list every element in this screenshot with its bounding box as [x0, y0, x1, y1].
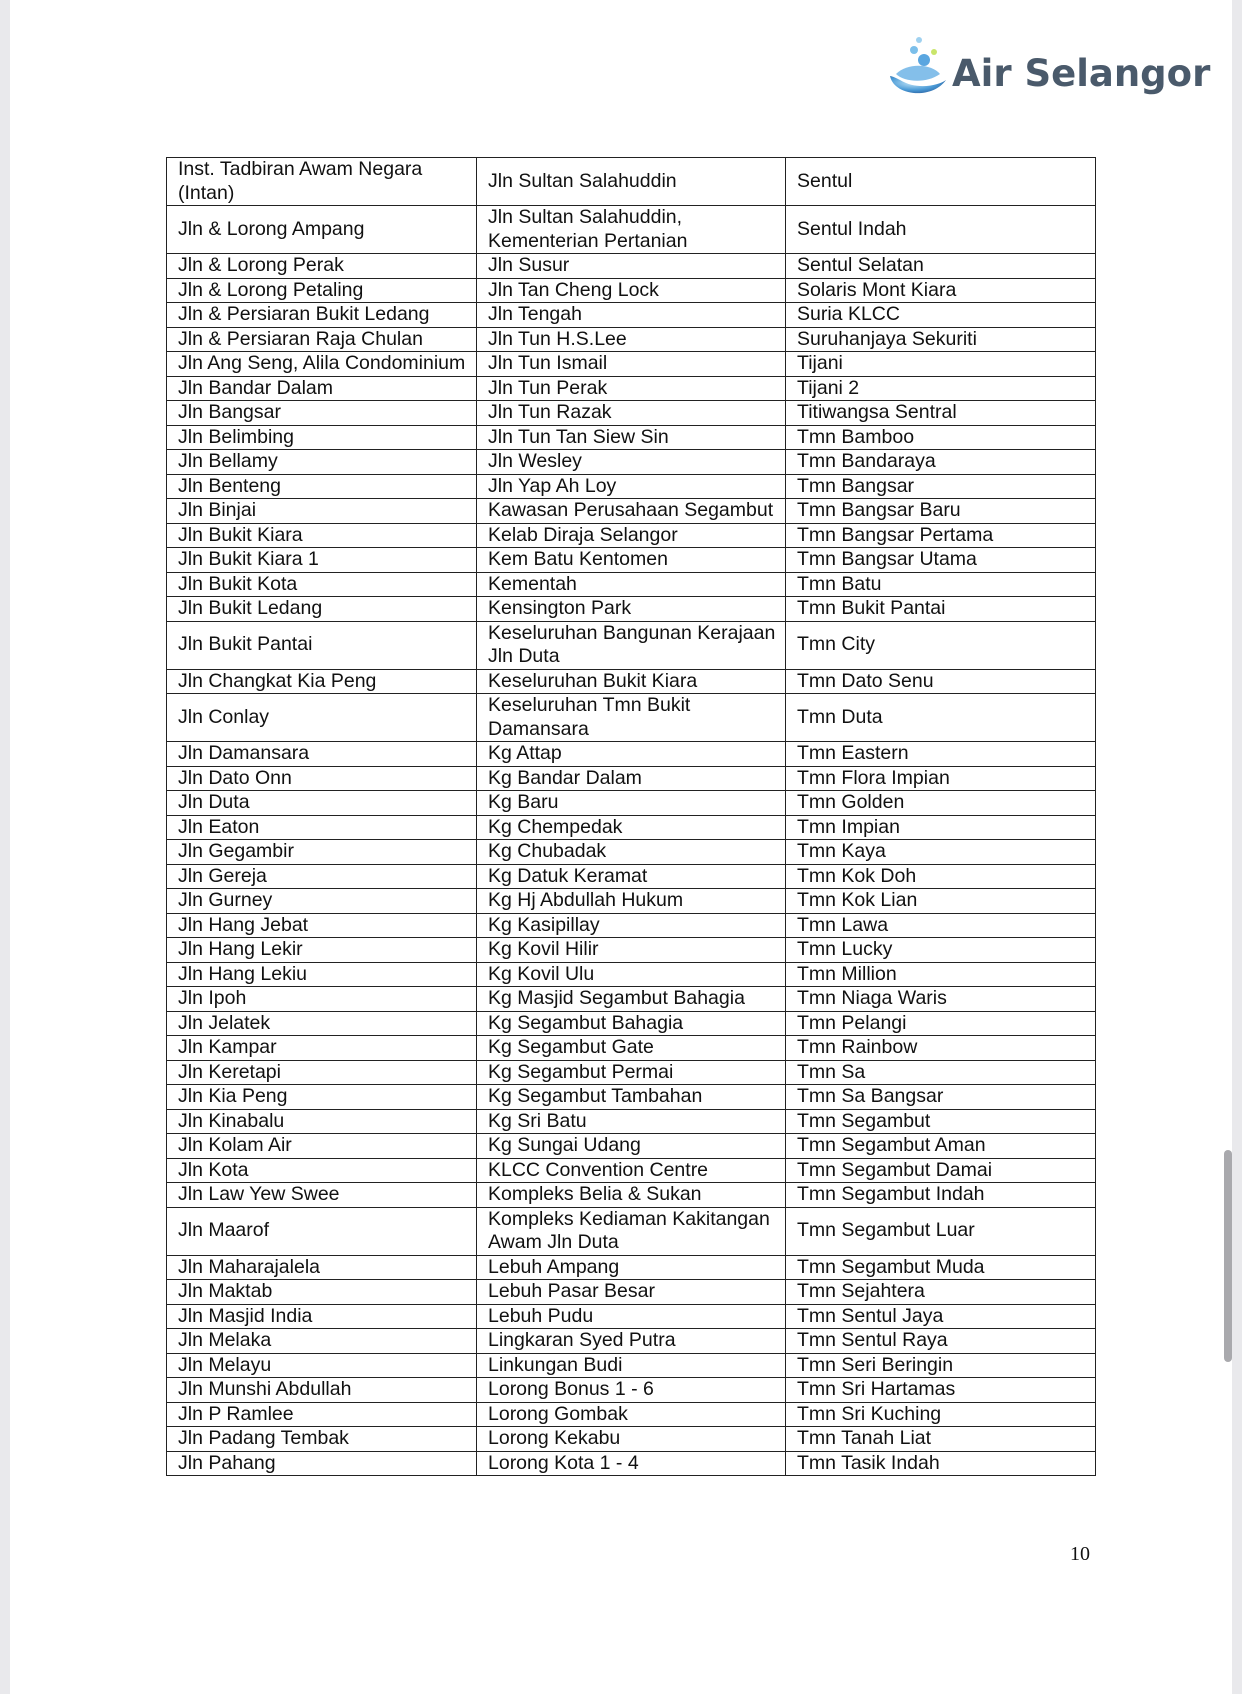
table-row [167, 548, 1096, 573]
table-cell: Jln & Lorong Petaling [167, 278, 477, 303]
table-cell: Jln Maharajalela [167, 1255, 477, 1280]
table-cell: Lorong Kota 1 - 4 [477, 1451, 786, 1476]
table-row [167, 1085, 1096, 1110]
table-row [167, 791, 1096, 816]
table-cell: Suria KLCC [786, 303, 1096, 328]
table-cell: Kg Segambut Gate [477, 1036, 786, 1061]
table-cell: Jln Maarof [167, 1207, 477, 1255]
table-cell: Jln Changkat Kia Peng [167, 669, 477, 694]
table-cell: Tmn Sa [786, 1060, 1096, 1085]
table-cell: Jln Hang Jebat [167, 913, 477, 938]
table-cell: Keseluruhan Bukit Kiara [477, 669, 786, 694]
table-cell: Jln Jelatek [167, 1011, 477, 1036]
table-cell: Tmn Segambut Muda [786, 1255, 1096, 1280]
table-cell: Jln Damansara [167, 742, 477, 767]
table-cell: Solaris Mont Kiara [786, 278, 1096, 303]
table-cell: Jln Sultan Salahuddin [477, 158, 786, 206]
table-cell: Kg Chempedak [477, 815, 786, 840]
table-cell: Kg Sri Batu [477, 1109, 786, 1134]
table-cell: Tmn Kaya [786, 840, 1096, 865]
table-cell: Kg Kasipillay [477, 913, 786, 938]
table-row [167, 962, 1096, 987]
table-cell: Inst. Tadbiran Awam Negara (Intan) [167, 158, 477, 206]
table-cell: Tmn Segambut Luar [786, 1207, 1096, 1255]
table-row [167, 1207, 1096, 1255]
table-row [167, 474, 1096, 499]
table-cell: Jln Melaka [167, 1329, 477, 1354]
table-cell: Jln & Persiaran Raja Chulan [167, 327, 477, 352]
table-cell: Tmn Lawa [786, 913, 1096, 938]
table-row [167, 206, 1096, 254]
table-cell: Jln Gegambir [167, 840, 477, 865]
table-row [167, 1304, 1096, 1329]
table-cell: Lorong Gombak [477, 1402, 786, 1427]
table-cell: Jln Tun Tan Siew Sin [477, 425, 786, 450]
table-cell: Jln Tan Cheng Lock [477, 278, 786, 303]
table-cell: Jln Bandar Dalam [167, 376, 477, 401]
table-cell: Jln Melayu [167, 1353, 477, 1378]
table-cell: Jln Kia Peng [167, 1085, 477, 1110]
table-cell: Tmn Sa Bangsar [786, 1085, 1096, 1110]
table-cell: Tmn Dato Senu [786, 669, 1096, 694]
table-cell: Lorong Bonus 1 - 6 [477, 1378, 786, 1403]
table-cell: Jln Gereja [167, 864, 477, 889]
table-row [167, 1109, 1096, 1134]
table-cell: Kg Hj Abdullah Hukum [477, 889, 786, 914]
table-cell: Tmn Impian [786, 815, 1096, 840]
table-cell: Tmn Seri Beringin [786, 1353, 1096, 1378]
table-row [167, 1427, 1096, 1452]
table-row [167, 987, 1096, 1012]
table-cell: Kg Kovil Hilir [477, 938, 786, 963]
table-row [167, 864, 1096, 889]
table-cell: Kg Sungai Udang [477, 1134, 786, 1159]
table-cell: Kg Segambut Tambahan [477, 1085, 786, 1110]
table-row [167, 1134, 1096, 1159]
table-cell: Kompleks Belia & Sukan [477, 1183, 786, 1208]
table-cell: Tmn Bangsar Pertama [786, 523, 1096, 548]
table-cell: Jln Tengah [477, 303, 786, 328]
table-cell: Tmn Sentul Jaya [786, 1304, 1096, 1329]
table-cell: Tijani 2 [786, 376, 1096, 401]
places-table-body [167, 158, 1096, 1476]
table-cell: Jln Masjid India [167, 1304, 477, 1329]
table-cell: Tmn Segambut Indah [786, 1183, 1096, 1208]
table-cell: Jln Bukit Kota [167, 572, 477, 597]
table-row [167, 1255, 1096, 1280]
table-cell: Jln Benteng [167, 474, 477, 499]
table-cell: Tmn Segambut [786, 1109, 1096, 1134]
table-cell: Tmn Tasik Indah [786, 1451, 1096, 1476]
air-selangor-logo [886, 34, 1211, 104]
table-cell: Tmn Lucky [786, 938, 1096, 963]
table-cell: Tmn Bandaraya [786, 450, 1096, 475]
table-cell: Jln Kinabalu [167, 1109, 477, 1134]
table-cell: Tmn Bukit Pantai [786, 597, 1096, 622]
table-cell: Suruhanjaya Sekuriti [786, 327, 1096, 352]
table-cell: Tmn Sejahtera [786, 1280, 1096, 1305]
table-row [167, 597, 1096, 622]
table-cell: Kementah [477, 572, 786, 597]
table-cell: Tmn Eastern [786, 742, 1096, 767]
table-cell: Sentul Indah [786, 206, 1096, 254]
document-page [10, 0, 1232, 1694]
table-cell: Tmn Niaga Waris [786, 987, 1096, 1012]
table-row [167, 401, 1096, 426]
table-cell: Lebuh Pasar Besar [477, 1280, 786, 1305]
table-row [167, 669, 1096, 694]
table-row [167, 1451, 1096, 1476]
table-row [167, 1158, 1096, 1183]
table-cell: Jln Munshi Abdullah [167, 1378, 477, 1403]
table-row [167, 303, 1096, 328]
table-cell: Tmn Segambut Damai [786, 1158, 1096, 1183]
table-cell: Tmn Flora Impian [786, 766, 1096, 791]
table-row [167, 1378, 1096, 1403]
table-cell: Kelab Diraja Selangor [477, 523, 786, 548]
table-row [167, 499, 1096, 524]
table-row [167, 572, 1096, 597]
table-cell: Tmn Kok Lian [786, 889, 1096, 914]
table-cell: Tmn Pelangi [786, 1011, 1096, 1036]
table-cell: Sentul Selatan [786, 254, 1096, 279]
table-row [167, 327, 1096, 352]
table-cell: Jln Tun Ismail [477, 352, 786, 377]
table-row [167, 450, 1096, 475]
table-row [167, 913, 1096, 938]
table-cell: Jln Law Yew Swee [167, 1183, 477, 1208]
table-cell: Jln Bangsar [167, 401, 477, 426]
table-row [167, 1402, 1096, 1427]
table-cell: Jln Tun Razak [477, 401, 786, 426]
table-cell: Jln Bellamy [167, 450, 477, 475]
table-cell: Jln Dato Onn [167, 766, 477, 791]
table-cell: Jln Maktab [167, 1280, 477, 1305]
table-row [167, 352, 1096, 377]
table-cell: Tmn Million [786, 962, 1096, 987]
table-cell: Jln Wesley [477, 450, 786, 475]
table-row [167, 278, 1096, 303]
table-cell: Kawasan Perusahaan Segambut [477, 499, 786, 524]
table-cell: Kg Attap [477, 742, 786, 767]
table-row [167, 766, 1096, 791]
table-cell: Kensington Park [477, 597, 786, 622]
table-row [167, 621, 1096, 669]
table-cell: Tmn City [786, 621, 1096, 669]
table-cell: Jln Bukit Pantai [167, 621, 477, 669]
table-cell: Kg Bandar Dalam [477, 766, 786, 791]
table-row [167, 889, 1096, 914]
table-cell: Jln Duta [167, 791, 477, 816]
table-cell: Jln & Lorong Ampang [167, 206, 477, 254]
table-row [167, 1329, 1096, 1354]
table-cell: Jln & Persiaran Bukit Ledang [167, 303, 477, 328]
table-cell: Jln P Ramlee [167, 1402, 477, 1427]
table-cell: Tmn Duta [786, 694, 1096, 742]
table-cell: Jln Bukit Kiara 1 [167, 548, 477, 573]
table-cell: Sentul [786, 158, 1096, 206]
table-row [167, 742, 1096, 767]
table-cell: KLCC Convention Centre [477, 1158, 786, 1183]
table-cell: Jln Keretapi [167, 1060, 477, 1085]
table-cell: Tmn Bangsar [786, 474, 1096, 499]
table-cell: Jln Hang Lekir [167, 938, 477, 963]
table-cell: Jln Kampar [167, 1036, 477, 1061]
table-cell: Jln Eaton [167, 815, 477, 840]
table-cell: Jln Yap Ah Loy [477, 474, 786, 499]
table-cell: Jln Susur [477, 254, 786, 279]
table-cell: Tmn Tanah Liat [786, 1427, 1096, 1452]
table-row [167, 425, 1096, 450]
table-cell: Tmn Bangsar Utama [786, 548, 1096, 573]
table-cell: Tmn Bangsar Baru [786, 499, 1096, 524]
table-cell: Keseluruhan Bangunan Kerajaan Jln Duta [477, 621, 786, 669]
table-cell: Linkungan Budi [477, 1353, 786, 1378]
table-cell: Kg Datuk Keramat [477, 864, 786, 889]
table-cell: Tmn Segambut Aman [786, 1134, 1096, 1159]
table-cell: Tmn Batu [786, 572, 1096, 597]
table-row [167, 254, 1096, 279]
table-cell: Tmn Sri Kuching [786, 1402, 1096, 1427]
table-cell: Kg Segambut Permai [477, 1060, 786, 1085]
table-cell: Lingkaran Syed Putra [477, 1329, 786, 1354]
table-cell: Kg Masjid Segambut Bahagia [477, 987, 786, 1012]
table-cell: Tmn Sri Hartamas [786, 1378, 1096, 1403]
logo-text: Air Selangor [952, 52, 1211, 95]
table-row [167, 938, 1096, 963]
table-cell: Jln Belimbing [167, 425, 477, 450]
places-table [166, 157, 1096, 1476]
table-cell: Jln Sultan Salahuddin, Kementerian Pertanian [477, 206, 786, 254]
table-row [167, 1280, 1096, 1305]
table-cell: Tmn Sentul Raya [786, 1329, 1096, 1354]
table-cell: Lebuh Pudu [477, 1304, 786, 1329]
table-cell: Lorong Kekabu [477, 1427, 786, 1452]
table-cell: Jln & Lorong Perak [167, 254, 477, 279]
table-row [167, 815, 1096, 840]
table-cell: Jln Conlay [167, 694, 477, 742]
table-row [167, 1036, 1096, 1061]
table-row [167, 1060, 1096, 1085]
table-row [167, 376, 1096, 401]
table-cell: Tmn Rainbow [786, 1036, 1096, 1061]
table-cell: Jln Bukit Kiara [167, 523, 477, 548]
table-cell: Jln Pahang [167, 1451, 477, 1476]
table-cell: Jln Padang Tembak [167, 1427, 477, 1452]
table-cell: Jln Ang Seng, Alila Condominium [167, 352, 477, 377]
table-cell: Titiwangsa Sentral [786, 401, 1096, 426]
table-row [167, 1353, 1096, 1378]
table-row [167, 694, 1096, 742]
table-cell: Tmn Kok Doh [786, 864, 1096, 889]
table-cell: Kompleks Kediaman Kakitangan Awam Jln Duta [477, 1207, 786, 1255]
table-cell: Kg Baru [477, 791, 786, 816]
table-cell: Tmn Bamboo [786, 425, 1096, 450]
table-cell: Kg Segambut Bahagia [477, 1011, 786, 1036]
table-cell: Kem Batu Kentomen [477, 548, 786, 573]
table-cell: Kg Chubadak [477, 840, 786, 865]
table-row [167, 840, 1096, 865]
table-cell: Tijani [786, 352, 1096, 377]
water-droplet-icon [886, 34, 952, 104]
table-cell: Jln Ipoh [167, 987, 477, 1012]
scrollbar[interactable] [1224, 1150, 1232, 1362]
table-cell: Jln Kolam Air [167, 1134, 477, 1159]
table-cell: Lebuh Ampang [477, 1255, 786, 1280]
table-cell: Jln Hang Lekiu [167, 962, 477, 987]
page-number: 10 [1070, 1543, 1090, 1565]
table-cell: Jln Tun Perak [477, 376, 786, 401]
table-cell: Jln Binjai [167, 499, 477, 524]
table-row [167, 1183, 1096, 1208]
table-cell: Jln Tun H.S.Lee [477, 327, 786, 352]
table-cell: Kg Kovil Ulu [477, 962, 786, 987]
table-cell: Jln Bukit Ledang [167, 597, 477, 622]
table-cell: Keseluruhan Tmn Bukit Damansara [477, 694, 786, 742]
table-cell: Jln Gurney [167, 889, 477, 914]
table-cell: Jln Kota [167, 1158, 477, 1183]
table-row [167, 1011, 1096, 1036]
table-cell: Tmn Golden [786, 791, 1096, 816]
table-row [167, 158, 1096, 206]
table-row [167, 523, 1096, 548]
